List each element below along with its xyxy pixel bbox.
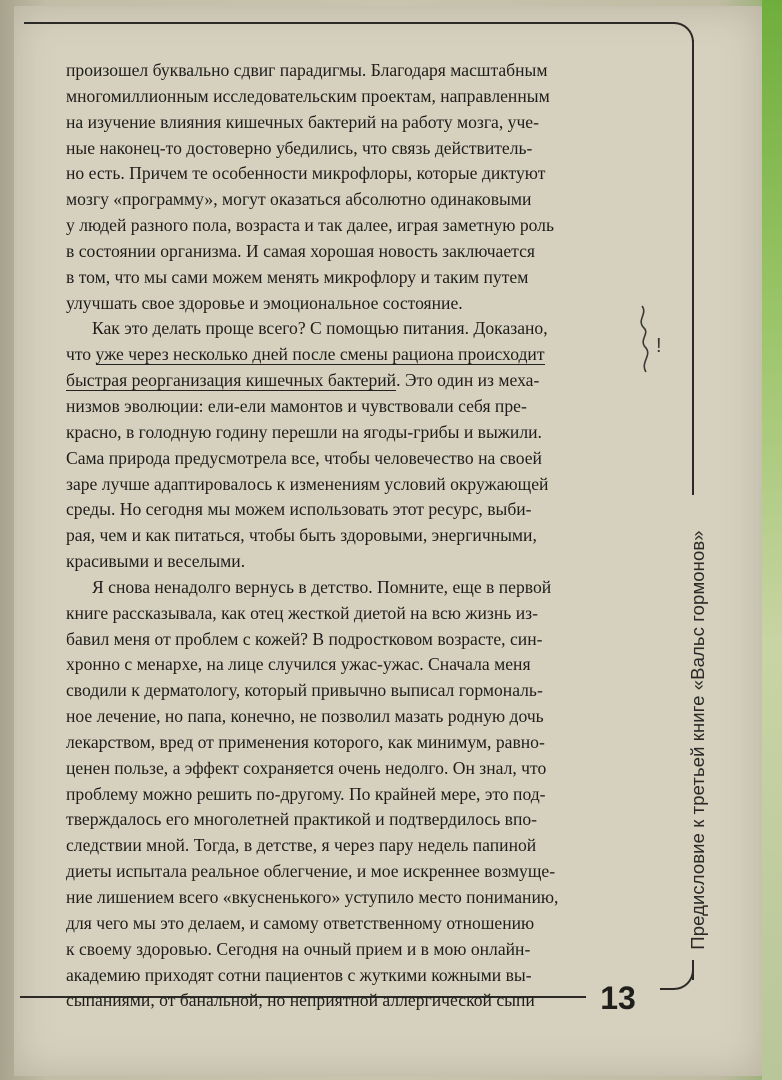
text-line-with-underline	[66, 368, 626, 394]
text-line: проблему можно решить по-другому. По крайней мере, это под-	[66, 783, 546, 804]
text-line: лекарством, вред от применения которого, как минимум, равно-	[66, 731, 545, 752]
text-line: Как это делать проще всего? С помощью питания. Доказано,	[92, 318, 548, 339]
text-line: сыпаниями, от банальной, но неприятной аллергической сыпи	[66, 990, 535, 1011]
text-line: ное лечение, но папа, конечно, не позволил мазать родную дочь	[66, 706, 544, 727]
text-line-with-underline	[66, 342, 626, 368]
text-line: академию приходят сотни пациентов с жуткими кожными вы-	[66, 964, 532, 985]
text-fragment: . Это один из меха-	[396, 370, 540, 391]
pencil-margin-mark-icon	[634, 300, 670, 380]
running-head	[683, 520, 713, 960]
text-line: мозгу «программу», могут оказаться абсолютно одинаковыми	[66, 189, 532, 210]
text-line: рая, чем и как питаться, чтобы быть здоровыми, энергичными,	[66, 525, 537, 546]
text-line: улучшать свое здоровье и эмоциональное состояние.	[66, 292, 463, 313]
text-line: в том, что мы сами можем менять микрофлору и таким путем	[66, 266, 529, 287]
text-line: произошел буквально сдвиг парадигмы. Благодаря масштабным	[66, 60, 548, 80]
text-line: красно, в голодную годину перешли на ягоды-грибы и выжили.	[66, 421, 542, 442]
text-line: низмов эволюции: ели-ели мамонтов и чувствовали себя пре-	[66, 395, 527, 416]
text-line: среды. Но сегодня мы можем использовать этот ресурс, выби-	[66, 499, 532, 520]
text-line: красивыми и веселыми.	[66, 551, 246, 572]
page-frame-right-upper	[692, 40, 694, 495]
margin-note-exclamation: !	[656, 335, 662, 357]
text-line: следствии мной. Тогда, в детстве, я через пару недель папиной	[66, 835, 537, 856]
text-line: Сама природа предусмотрела все, чтобы человечество на своей	[66, 447, 542, 468]
text-line: сводили к дерматологу, который привычно выписал гормональ-	[66, 680, 543, 701]
text-line: к своему здоровью. Сегодня на очный прием и в мою онлайн-	[66, 938, 531, 959]
underlined-text: уже через несколько дней после смены рациона происходит	[95, 344, 545, 365]
text-line: но есть. Причем те особенности микрофлоры, которые диктуют	[66, 163, 546, 184]
page-frame-top	[24, 22, 694, 42]
text-line: у людей разного пола, возраста и так далее, играя заметную роль	[66, 215, 554, 236]
page-number: 13	[600, 980, 636, 1016]
running-head-text: Предисловие к третьей книге «Вальс гормонов»	[687, 530, 708, 950]
text-line: ценен пользе, а эффект сохраняется очень недолго. Он знал, что	[66, 757, 547, 778]
text-line: в состоянии организма. И самая хорошая новость заключается	[66, 240, 535, 261]
text-line: тверждалось его многолетней практикой и подтвердилось впо-	[66, 809, 538, 830]
text-line: на изучение влияния кишечных бактерий на работу мозга, уче-	[66, 111, 539, 132]
text-line: Я снова ненадолго вернусь в детство. Помните, еще в первой	[92, 576, 552, 597]
text-line: книге рассказывала, как отец жесткой диетой на всю жизнь из-	[66, 602, 538, 623]
text-fragment: что	[66, 344, 96, 365]
text-line: заре лучше адаптировалось к изменениям условий окружающей	[66, 473, 549, 494]
body-text	[66, 58, 626, 1014]
text-line: ние лишением всего «вкусненького» уступило место пониманию,	[66, 887, 559, 907]
text-line: ные наконец-то достоверно убедились, что связь действитель-	[66, 137, 533, 158]
text-line: бавил меня от проблем с кожей? В подростковом возрасте, син-	[66, 628, 543, 649]
text-line: диеты испытала реальное облегчение, и мое искреннее возмуще-	[66, 861, 556, 882]
underlined-text: быстрая реорганизация кишечных бактерий	[66, 370, 397, 391]
text-line: многомиллионным исследовательским проектам, направленным	[66, 85, 550, 106]
green-cover-edge	[762, 0, 782, 1080]
text-line: для чего мы это делаем, и самому ответственному отношению	[66, 912, 535, 933]
text-line: хронно с менархе, на лице случился ужас-ужас. Сначала меня	[66, 654, 531, 675]
